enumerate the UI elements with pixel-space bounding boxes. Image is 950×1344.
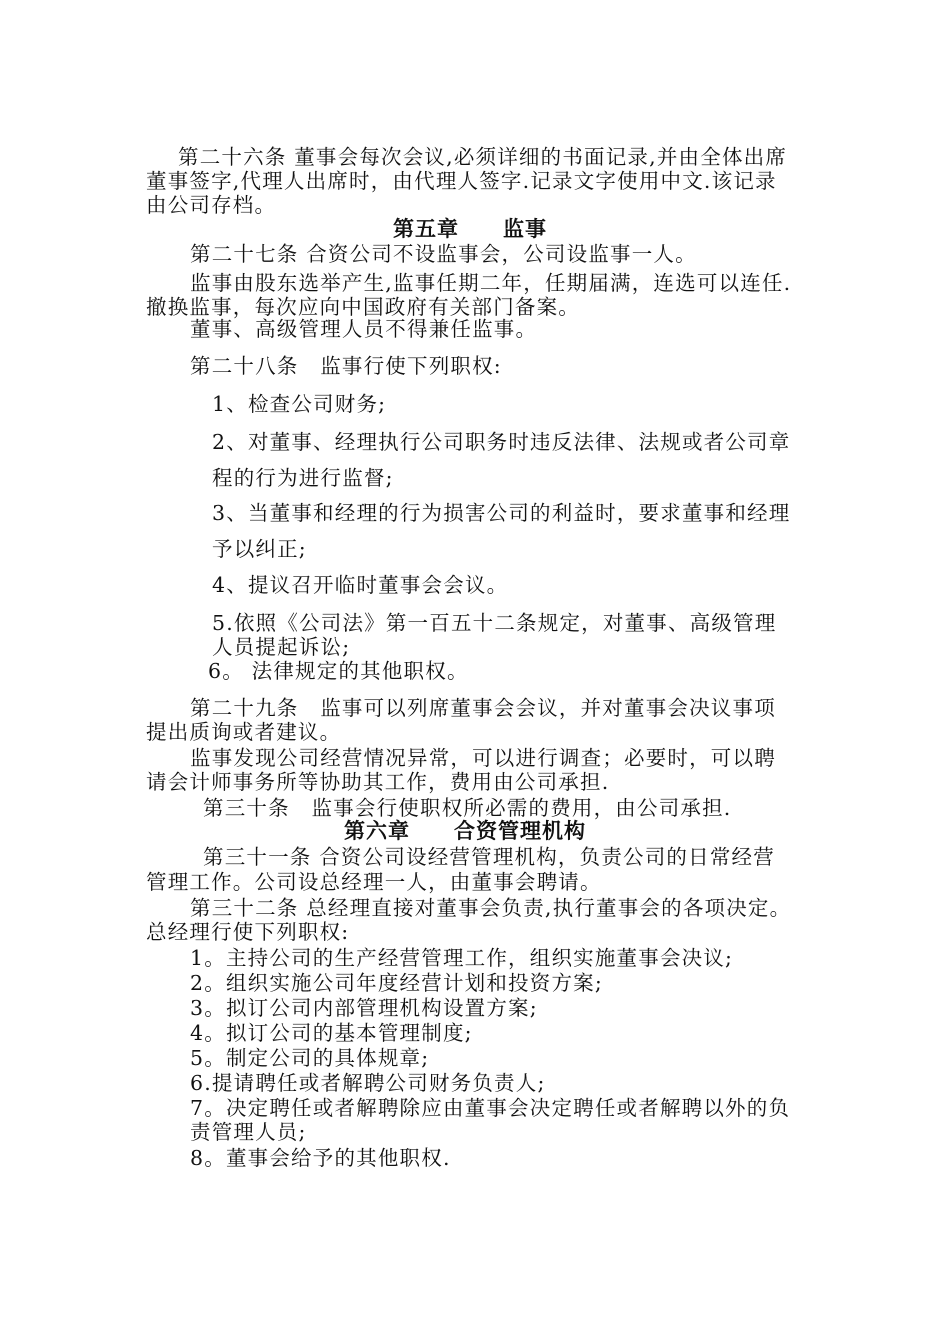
article-27-line-4: 董事、高级管理人员不得兼任监事。 xyxy=(190,317,538,341)
article-28-item-3-line-2: 予以纠正; xyxy=(212,537,307,561)
article-32-item-4: 4。拟订公司的基本管理制度; xyxy=(190,1021,473,1045)
article-28-item-3-line-1: 3、当董事和经理的行为损害公司的利益时，要求董事和经理 xyxy=(212,501,791,525)
article-28-item-2-line-1: 2、对董事、经理执行公司职务时违反法律、法规或者公司章 xyxy=(212,430,791,454)
article-32-item-1: 1。主持公司的生产经营管理工作，组织实施董事会决议; xyxy=(190,946,734,970)
article-32-item-7-line-2: 责管理人员; xyxy=(190,1120,307,1144)
article-32-line-2: 总经理行使下列职权: xyxy=(146,920,350,944)
article-32-item-2: 2。组织实施公司年度经营计划和投资方案; xyxy=(190,971,603,995)
article-28-item-4: 4、提议召开临时董事会会议。 xyxy=(212,573,509,597)
article-32-item-6: 6.提请聘任或者解聘公司财务负责人; xyxy=(190,1071,546,1095)
article-32-item-5: 5。制定公司的具体规章; xyxy=(190,1046,430,1070)
article-28-item-6: 6。 法律规定的其他职权。 xyxy=(208,659,469,683)
article-32-item-7-line-1: 7。决定聘任或者解聘除应由董事会决定聘任或者解聘以外的负 xyxy=(190,1096,791,1120)
article-26-line-2: 董事签字,代理人出席时，由代理人签字.记录文字使用中文.该记录 xyxy=(146,169,777,193)
chapter-6-heading: 第六章 合资管理机构 xyxy=(344,819,586,843)
article-30: 第三十条 监事会行使职权所必需的费用，由公司承担. xyxy=(203,796,732,820)
article-28-item-5-line-1: 5.依照《公司法》第一百五十二条规定，对董事、高级管理 xyxy=(212,611,777,635)
article-32-item-3: 3。拟订公司内部管理机构设置方案; xyxy=(190,996,538,1020)
article-32-item-8: 8。董事会给予的其他职权. xyxy=(190,1146,451,1170)
article-29-line-3: 监事发现公司经营情况异常，可以进行调查；必要时，可以聘 xyxy=(190,746,776,770)
article-31-line-1: 第三十一条 合资公司设经营管理机构，负责公司的日常经营 xyxy=(203,845,775,869)
article-31-line-2: 管理工作。公司设总经理一人，由董事会聘请。 xyxy=(146,870,602,894)
article-26-line-1: 第二十六条 董事会每次会议,必须详细的书面记录,并由全体出席 xyxy=(178,145,788,169)
chapter-5-heading: 第五章 监事 xyxy=(393,217,547,241)
article-27-line-3: 撤换监事，每次应向中国政府有关部门备案。 xyxy=(146,295,580,319)
article-27-line-2: 监事由股东选举产生,监事任期二年，任期届满，连选可以连任. xyxy=(190,271,792,295)
article-29-line-2: 提出质询或者建议。 xyxy=(146,720,342,744)
article-28-item-2-line-2: 程的行为进行监督; xyxy=(212,466,394,490)
article-27-line-1: 第二十七条 合资公司不设监事会，公司设监事一人。 xyxy=(190,242,697,266)
article-29-line-1: 第二十九条 监事可以列席董事会会议，并对董事会决议事项 xyxy=(190,696,776,720)
article-29-line-4: 请会计师事务所等协助其工作，费用由公司承担. xyxy=(146,770,610,794)
article-32-line-1: 第三十二条 总经理直接对董事会负责,执行董事会的各项决定。 xyxy=(190,896,792,920)
article-28-item-5-line-2: 人员提起诉讼; xyxy=(212,635,351,659)
article-28-item-1: 1、检查公司财务; xyxy=(212,392,387,416)
article-28-intro: 第二十八条 监事行使下列职权: xyxy=(190,354,502,378)
article-26-line-3: 由公司存档。 xyxy=(146,193,277,217)
